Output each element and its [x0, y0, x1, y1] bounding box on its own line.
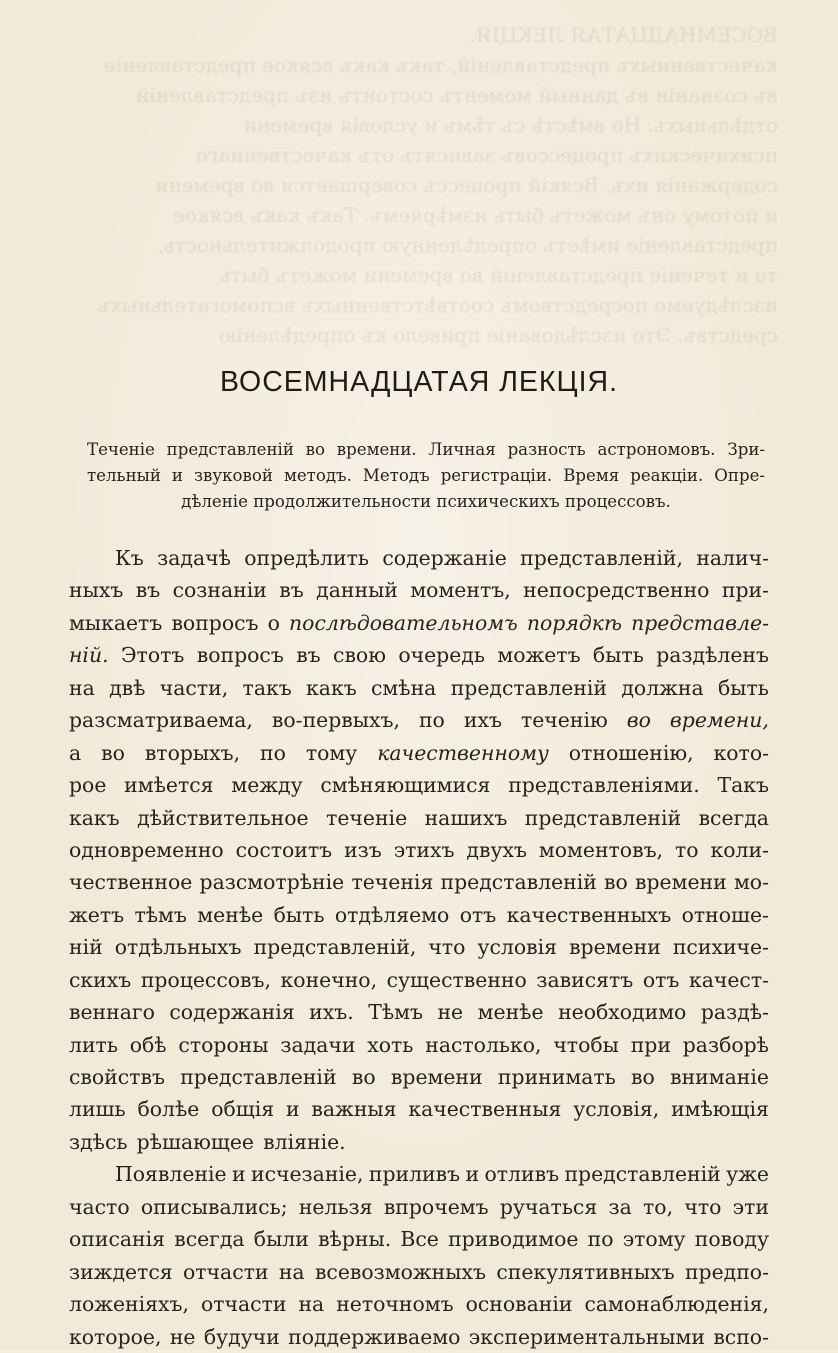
word: этому: [622, 1227, 686, 1252]
bleed-through-line: и потому онъ можетъ быть измѣряемъ. Такъ какъ всякое: [173, 203, 778, 227]
word: лить: [69, 1032, 118, 1057]
summary-word: реакцiи.: [630, 466, 704, 485]
bleed-through-line: содержанiя ихъ. Всякiй процессъ совершается во времени: [154, 173, 778, 197]
text-line: [69, 672, 769, 704]
word: теченiю: [520, 708, 608, 733]
text-line: [69, 1223, 769, 1255]
word: мыкаетъ: [69, 610, 163, 635]
word: представленiй: [564, 1162, 721, 1187]
word: изъ: [344, 837, 382, 862]
word: содержанiе: [382, 546, 507, 570]
word: рое: [69, 773, 107, 798]
word: менѣе: [477, 1000, 544, 1025]
word: необходимо: [558, 1000, 687, 1025]
word: во: [101, 740, 125, 765]
word: чественное: [69, 870, 193, 895]
word: которое,: [69, 1324, 162, 1349]
word: основанiи: [465, 1292, 573, 1317]
word: ручаться: [499, 1194, 598, 1219]
word: эти: [732, 1194, 769, 1219]
summary-line: [87, 489, 765, 515]
word: во: [631, 1065, 655, 1089]
word: конечно,: [280, 967, 378, 992]
word: условiя,: [573, 1097, 660, 1122]
word: задачѣ: [157, 546, 231, 570]
word: процессовъ,: [140, 967, 271, 992]
word: разсмотрѣнiе: [199, 870, 345, 895]
bleed-through-line: ВОСЕМНАДЦАТАЯ ЛЕКЦIЯ.: [469, 23, 778, 47]
word: коли-: [710, 837, 769, 862]
word: качественныхъ: [506, 902, 672, 927]
word: двухъ: [466, 837, 527, 862]
bleed-through-line: представленiе имѣетъ опредѣленную продолжительность,: [157, 233, 778, 257]
word: о: [267, 610, 280, 635]
summary-word: Зри-: [727, 440, 765, 459]
bleed-through-line: средствъ. Это изслѣдованiе привело къ опредѣленiю: [219, 323, 778, 347]
text-line: [69, 899, 769, 931]
word: всегда: [698, 805, 769, 830]
word: то,: [643, 1194, 674, 1219]
word: при: [630, 1032, 671, 1057]
word: разсматриваема,: [69, 708, 253, 733]
word: быть: [592, 643, 644, 668]
word: времени,: [669, 708, 769, 733]
word: зиждется: [69, 1259, 173, 1284]
text-line: [69, 639, 769, 671]
word: разборѣ: [682, 1032, 769, 1057]
text-line: [69, 737, 769, 769]
word: качест-: [688, 967, 769, 992]
word: не: [169, 1324, 196, 1349]
word: времени: [635, 870, 727, 895]
word: отливъ: [484, 1162, 560, 1187]
word: будучи: [203, 1324, 280, 1349]
word: во: [351, 1065, 376, 1089]
word: можетъ: [497, 643, 581, 668]
word: какъ: [69, 805, 120, 830]
word: этихъ: [393, 837, 455, 862]
summary-word: астрономовъ.: [597, 440, 716, 459]
word: раздѣ-: [700, 1000, 769, 1025]
word: моментовъ,: [538, 837, 664, 862]
word: вниманiе: [670, 1065, 769, 1089]
body-text: [69, 542, 769, 1353]
word: отноше-: [681, 902, 769, 927]
word: Этотъ: [120, 643, 185, 668]
word: рѣшающее: [136, 1129, 254, 1154]
word: Такъ: [717, 773, 769, 798]
word: на: [69, 675, 95, 700]
word: дѣйствительное: [137, 805, 309, 830]
summary-word: Опре-: [714, 466, 765, 485]
word: времени: [569, 935, 661, 960]
word: при-: [721, 578, 769, 603]
text-line: [69, 1321, 769, 1353]
word: должна: [621, 675, 704, 700]
word: отъ: [459, 902, 497, 927]
summary-word: тельный: [87, 466, 161, 485]
word: налич-: [696, 546, 769, 570]
word: болѣе: [137, 1097, 200, 1122]
word: спекулятивныхъ: [496, 1259, 675, 1284]
word: по: [587, 1227, 614, 1252]
text-line: [69, 1191, 769, 1223]
word: и: [232, 1162, 246, 1187]
summary-word: звуковой: [194, 466, 273, 485]
word: скихъ: [69, 967, 132, 992]
word: Появленiе: [115, 1162, 227, 1187]
word: поводу: [694, 1227, 769, 1252]
word: самонаблюденiя,: [584, 1292, 769, 1317]
text-line: [69, 802, 769, 834]
word: за: [608, 1194, 632, 1219]
word: хоть: [367, 1032, 414, 1057]
lecture-title: ВОСЕМНАДЦАТАЯ ЛЕКЦIЯ.: [219, 366, 619, 398]
text-line: [69, 704, 769, 736]
word: во: [626, 708, 651, 733]
bleed-through-text: [88, 20, 778, 350]
word: времени: [390, 1065, 483, 1089]
word: впрочемъ: [383, 1194, 489, 1219]
word: свою: [333, 643, 386, 668]
word: ихъ.: [309, 1000, 354, 1025]
summary-word: Теченiе: [87, 440, 155, 459]
word: чтобы: [553, 1032, 619, 1057]
word: всегда: [174, 1227, 245, 1252]
word: часто: [69, 1194, 130, 1219]
word: исчезанiе,: [250, 1162, 364, 1187]
word: мо-: [733, 870, 769, 895]
word: вспо-: [713, 1324, 769, 1349]
word: представленiй: [180, 1065, 337, 1089]
word: представленiй,: [520, 546, 683, 570]
word: экспериментальными: [468, 1324, 705, 1349]
word: теченiя: [351, 870, 434, 895]
word: по: [418, 708, 445, 733]
summary-word: во: [305, 440, 325, 459]
word: нiй.: [69, 643, 109, 668]
word: отъ: [642, 967, 680, 992]
text-line: [69, 1093, 769, 1125]
summary-word: дѣленiе продолжительности психическихъ процессовъ.: [181, 492, 671, 511]
word: Все: [400, 1227, 439, 1252]
word: были: [253, 1227, 309, 1252]
word: въ: [279, 578, 304, 603]
word: приливъ: [368, 1162, 461, 1187]
word: отношенiю,: [568, 740, 694, 765]
word: опредѣлить: [244, 546, 369, 570]
word: представленiями.: [508, 773, 700, 798]
word: быть: [273, 902, 325, 927]
word: вѣрны.: [318, 1227, 392, 1252]
word: отчасти: [200, 1292, 287, 1317]
summary-word: времени.: [336, 440, 417, 459]
bleed-through-line: то и теченiе представленiй во времени можетъ быть: [219, 263, 778, 287]
word: важныя: [311, 1097, 397, 1122]
word: отдѣляемо: [334, 902, 450, 927]
word: раздѣленъ: [656, 643, 769, 668]
word: части,: [159, 675, 229, 700]
summary-word: разность: [507, 440, 586, 459]
word: состоитъ: [235, 837, 333, 862]
word: что: [684, 1194, 722, 1219]
word: тѣмъ: [134, 902, 187, 927]
word: такъ: [242, 675, 292, 700]
bleed-through-line: отдѣльныхъ. Но вмѣстѣ съ тѣмъ и условiя времени: [243, 113, 778, 137]
word: сознанiи: [172, 578, 267, 603]
word: послѣдовательномъ: [289, 610, 518, 635]
word: одновременно: [69, 837, 224, 862]
text-line: [69, 1029, 769, 1061]
text-line: [69, 996, 769, 1028]
word: вторыхъ,: [144, 740, 241, 765]
word: имѣющiя: [671, 1097, 769, 1122]
word: между: [231, 773, 303, 798]
word: Къ: [115, 546, 144, 570]
word: по: [260, 740, 286, 765]
word: задачи: [280, 1032, 356, 1057]
word: въ: [296, 643, 321, 668]
word: непосредственно: [523, 578, 710, 603]
word: влiянiе.: [263, 1129, 346, 1154]
word: описанiя: [69, 1227, 166, 1252]
word: тому: [305, 740, 358, 765]
word: содержанiя: [169, 1000, 295, 1025]
word: предпо-: [684, 1259, 769, 1284]
word: имѣется: [124, 773, 214, 798]
word: на: [298, 1292, 325, 1317]
text-line: [69, 1126, 769, 1158]
word: представленiй: [524, 805, 682, 830]
word: всевозможныхъ: [314, 1259, 486, 1284]
word: принимать: [497, 1065, 616, 1089]
text-line: [69, 931, 769, 963]
summary-word: представленiй: [166, 440, 294, 459]
word: на: [278, 1259, 305, 1284]
word: теченiе: [326, 805, 408, 830]
word: представленiй,: [253, 935, 417, 960]
word: что: [428, 935, 466, 960]
bleed-through-line: психическихъ процессовъ зависятъ отъ качественнаго: [195, 143, 778, 167]
word: моментъ,: [410, 578, 511, 603]
bleed-through-line: качественныхъ представленiй, такъ какъ всякое представленiе: [103, 53, 778, 77]
word: жетъ: [69, 902, 125, 927]
word: представленiй: [440, 870, 597, 895]
word: смѣняющимися: [320, 773, 491, 798]
summary-line: [87, 463, 765, 489]
word: а: [69, 740, 82, 765]
word: психиче-: [672, 935, 769, 960]
summary-word: Личная: [428, 440, 496, 459]
word: нiй: [69, 935, 103, 960]
word: неточномъ: [336, 1292, 454, 1317]
word: вопросъ: [196, 643, 284, 668]
word: общiя: [211, 1097, 275, 1122]
word: вопросъ: [171, 610, 259, 635]
word: уже: [726, 1162, 769, 1187]
text-line: [69, 866, 769, 898]
word: зависятъ: [536, 967, 634, 992]
word: смѣна: [371, 675, 437, 700]
word: поддерживаемо: [288, 1324, 461, 1349]
summary-word: регистрацiи.: [440, 466, 553, 485]
text-line: [69, 542, 769, 574]
word: и: [465, 1162, 480, 1187]
bleed-through-line: изслѣдуемо посредствомъ соотвѣтственныхъ вспомогательныхъ: [97, 293, 778, 317]
word: лишь: [69, 1097, 126, 1122]
word: во-первыхъ,: [271, 708, 400, 733]
word: описывались;: [140, 1194, 288, 1219]
word: ихъ: [463, 708, 502, 733]
word: какъ: [306, 675, 357, 700]
word: качественныя: [408, 1097, 562, 1122]
word: представле-: [631, 610, 769, 635]
summary-word: и: [171, 466, 183, 485]
word: представленiй: [450, 675, 608, 700]
word: и: [285, 1097, 300, 1122]
word: ныхъ: [69, 578, 124, 603]
word: качественному: [377, 740, 549, 765]
word: порядкѣ: [526, 610, 622, 635]
word: въ: [135, 578, 161, 603]
word: менѣе: [197, 902, 264, 927]
word: ложенiяхъ,: [69, 1292, 189, 1317]
word: не: [437, 1000, 464, 1025]
word: нашихъ: [424, 805, 508, 830]
text-line: [69, 1288, 769, 1320]
text-line: [69, 1158, 769, 1190]
word: Тѣмъ: [368, 1000, 423, 1025]
word: данный: [316, 578, 398, 603]
word: веннаго: [69, 1000, 155, 1025]
word: условiя: [477, 935, 558, 960]
word: нельзя: [298, 1194, 373, 1219]
word: настолько,: [425, 1032, 542, 1057]
word: отдѣльныхъ: [114, 935, 242, 960]
text-line: [69, 964, 769, 996]
bleed-through-line: въ сознанiи въ данный моментъ состоитъ изъ представленiй: [135, 83, 778, 107]
word: обѣ: [129, 1032, 167, 1057]
word: приводимое: [448, 1227, 579, 1252]
text-line: [69, 574, 769, 606]
word: существенно: [386, 967, 527, 992]
summary-word: Время: [563, 466, 620, 485]
word: стороны: [178, 1032, 269, 1057]
word: быть: [718, 675, 769, 700]
text-line: [69, 769, 769, 801]
word: свойствъ: [69, 1065, 165, 1089]
text-line: [69, 607, 769, 639]
summary-line: [87, 437, 765, 463]
word: кото-: [713, 740, 769, 765]
summary-word: методъ.: [283, 466, 352, 485]
chapter-summary: [87, 437, 765, 515]
word: двѣ: [109, 675, 146, 700]
word: здѣсь: [69, 1129, 128, 1154]
summary-word: Методъ: [362, 466, 430, 485]
word: очередь: [398, 643, 485, 668]
word: во: [604, 870, 628, 895]
text-line: [69, 834, 769, 866]
text-line: [69, 1061, 769, 1093]
word: то: [674, 837, 699, 862]
text-line: [69, 1256, 769, 1288]
word: отчасти: [183, 1259, 269, 1284]
